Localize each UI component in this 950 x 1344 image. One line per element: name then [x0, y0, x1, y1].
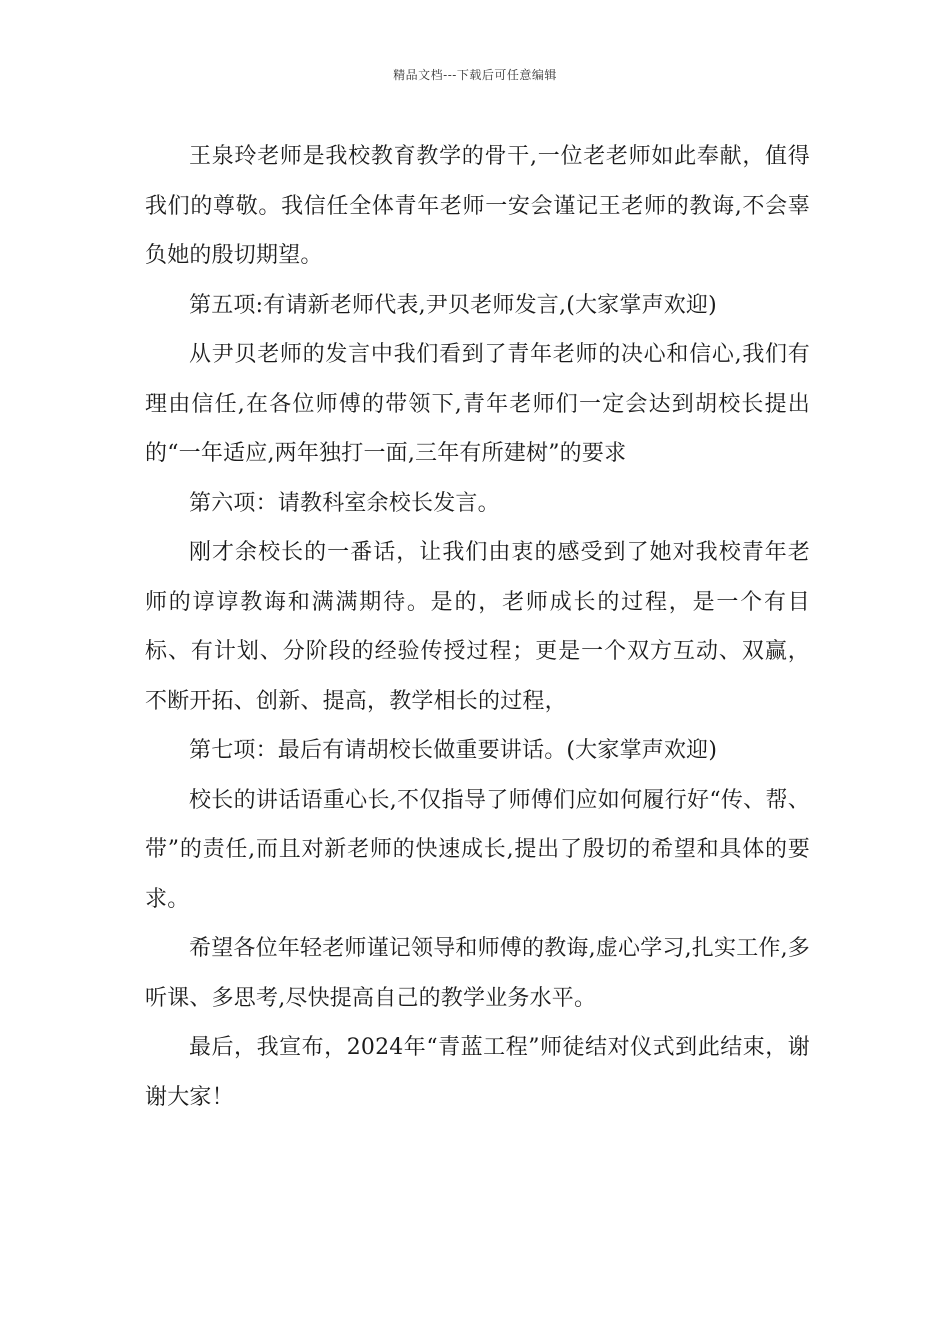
paragraph: 王泉玲老师是我校教育教学的骨干,一位老老师如此奉献，值得我们的尊敬。我信任全体青年老师一安会谨记王老师的教诲,不会辜负她的殷切期望。	[145, 144, 810, 268]
paragraph: 校长的讲话语重心长,不仅指导了师傅们应如何履行好“传、帮、带”的责任,而且对新老师的快速成长,提出了殷切的希望和具体的要求。	[145, 787, 810, 912]
paragraph: 最后，我宣布，2024年“青蓝工程”师徒结对仪式到此结束，谢谢大家！	[145, 1035, 810, 1110]
paragraph: 第七项：最后有请胡校长做重要讲话。(大家掌声欢迎)	[189, 738, 718, 763]
document-body	[145, 132, 810, 1122]
paragraph: 第六项：请教科室余校长发言。	[189, 490, 500, 516]
paragraph: 刚才余校长的一番话，让我们由衷的感受到了她对我校青年老师的谆谆教诲和满满期待。是的，老师成长的过程，是一个有目标、有计划、分阶段的经验传授过程；更是一个双方互动、双赢，不断开拓、创新、提高，教学相长的过程，	[145, 540, 810, 714]
page-header: 精品文档---下载后可任意编辑	[393, 68, 557, 82]
paragraph: 第五项:有请新老师代表,尹贝老师发言,(大家掌声欢迎)	[189, 292, 717, 318]
paragraph: 希望各位年轻老师谨记领导和师傅的教诲,虚心学习,扎实工作,多听课、多思考,尽快提高自己的教学业务水平。	[145, 936, 810, 1011]
paragraph: 从尹贝老师的发言中我们看到了青年老师的决心和信心,我们有理由信任,在各位师傅的带领下,青年老师们一定会达到胡校长提出的“一年适应,两年独打一面,三年有所建树”的要求	[145, 342, 810, 466]
